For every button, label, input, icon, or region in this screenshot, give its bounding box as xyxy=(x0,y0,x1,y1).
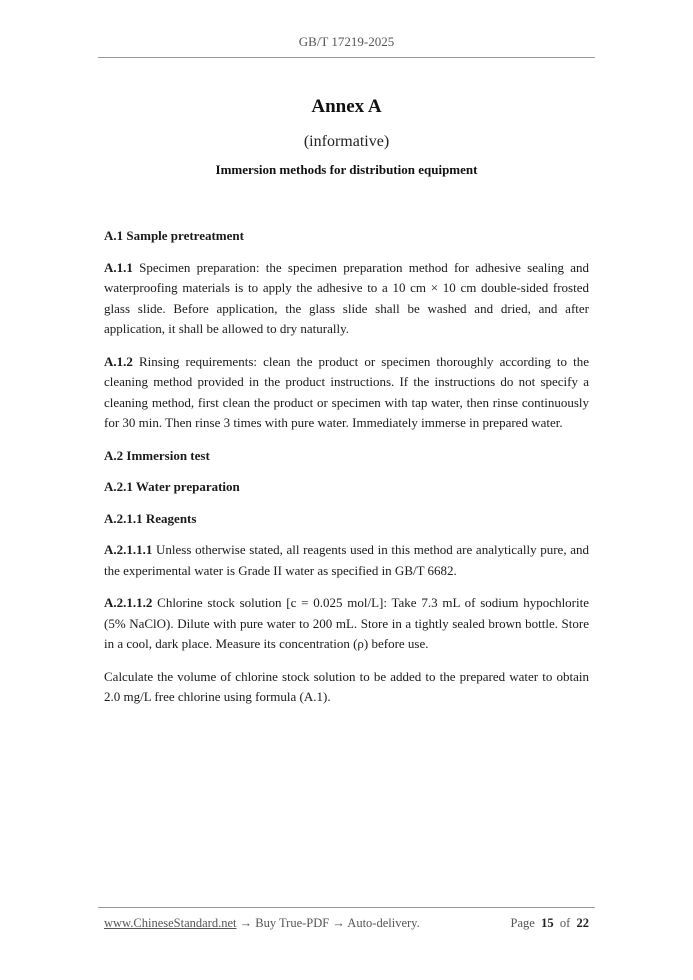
clause-number: A.2.1.1.1 xyxy=(104,542,153,557)
clause-a-2-1-1-2 xyxy=(104,593,589,655)
footer-buy-text: → Buy True-PDF → Auto-delivery. xyxy=(236,916,420,930)
annex-title: Annex A xyxy=(311,96,382,117)
header-divider xyxy=(98,57,595,58)
of-label: of xyxy=(559,916,571,930)
clause-text: Unless otherwise stated, all reagents used in this method are analytically pure, and the experimental water is Grade II water as specified in GB/T 6682. xyxy=(104,542,589,578)
page-header xyxy=(0,34,693,50)
section-heading-a1: A.1 Sample pretreatment xyxy=(104,228,244,243)
footer-promo xyxy=(104,916,420,931)
section-heading-a2: A.2 Immersion test xyxy=(104,447,210,463)
clause-number: A.1.1 xyxy=(104,259,133,275)
footer-divider xyxy=(98,907,595,908)
clause-text: Chlorine stock solution [c = 0.025 mol/L]: Take 7.3 mL of sodium hypochlorite (5% NaClO). Dilute with pure water to 200 mL. Store in a tightly sealed brown bottle. Store in a cool, dark place. Measure its concentration (ρ) before use. xyxy=(104,595,589,651)
document-body xyxy=(104,226,589,720)
page-counter xyxy=(511,916,589,931)
clause-number: A.1.2 xyxy=(104,353,133,369)
clause-a-2-1-1-1 xyxy=(104,540,589,581)
clause-text: Rinsing requirements: clean the product or specimen thoroughly according to the cleaning method provided in the product instructions. If the instructions do not specify a cleaning method, first clean the product or specimen with tap water, then rinse continuously for 30 min. Then rinse 3 times with pure water. Immediately immerse in prepared water. xyxy=(104,353,589,430)
annex-subtitle: (informative) xyxy=(303,133,390,150)
site-link[interactable]: www.ChineseStandard.net xyxy=(104,916,237,930)
calculation-paragraph: Calculate the volume of chlorine stock solution to be added to the prepared water to obtain 2.0 mg/L free chlorine using formula (A.1). xyxy=(104,668,589,704)
clause-number: A.2.1.1.2 xyxy=(104,595,153,610)
section-heading-a2-1-1: A.2.1.1 Reagents xyxy=(104,510,197,526)
clause-a-1-2 xyxy=(104,352,589,434)
section-heading-a2-1: A.2.1 Water preparation xyxy=(104,479,240,494)
annex-heading: Immersion methods for distribution equipment xyxy=(215,162,478,177)
clause-text: Specimen preparation: the specimen preparation method for adhesive sealing and waterproofing materials is to apply the adhesive to a 10 cm × 10 cm double-sided frosted glass slide. Before application, the glass slide shall be washed and dried, and after application, it shall be allowed to dry naturally. xyxy=(104,259,589,336)
page-number: 15 xyxy=(541,916,554,930)
page-total: 22 xyxy=(576,916,589,930)
page-label: Page xyxy=(510,916,535,930)
clause-a-1-1 xyxy=(104,258,589,340)
standard-code: GB/T 17219-2025 xyxy=(298,34,395,49)
